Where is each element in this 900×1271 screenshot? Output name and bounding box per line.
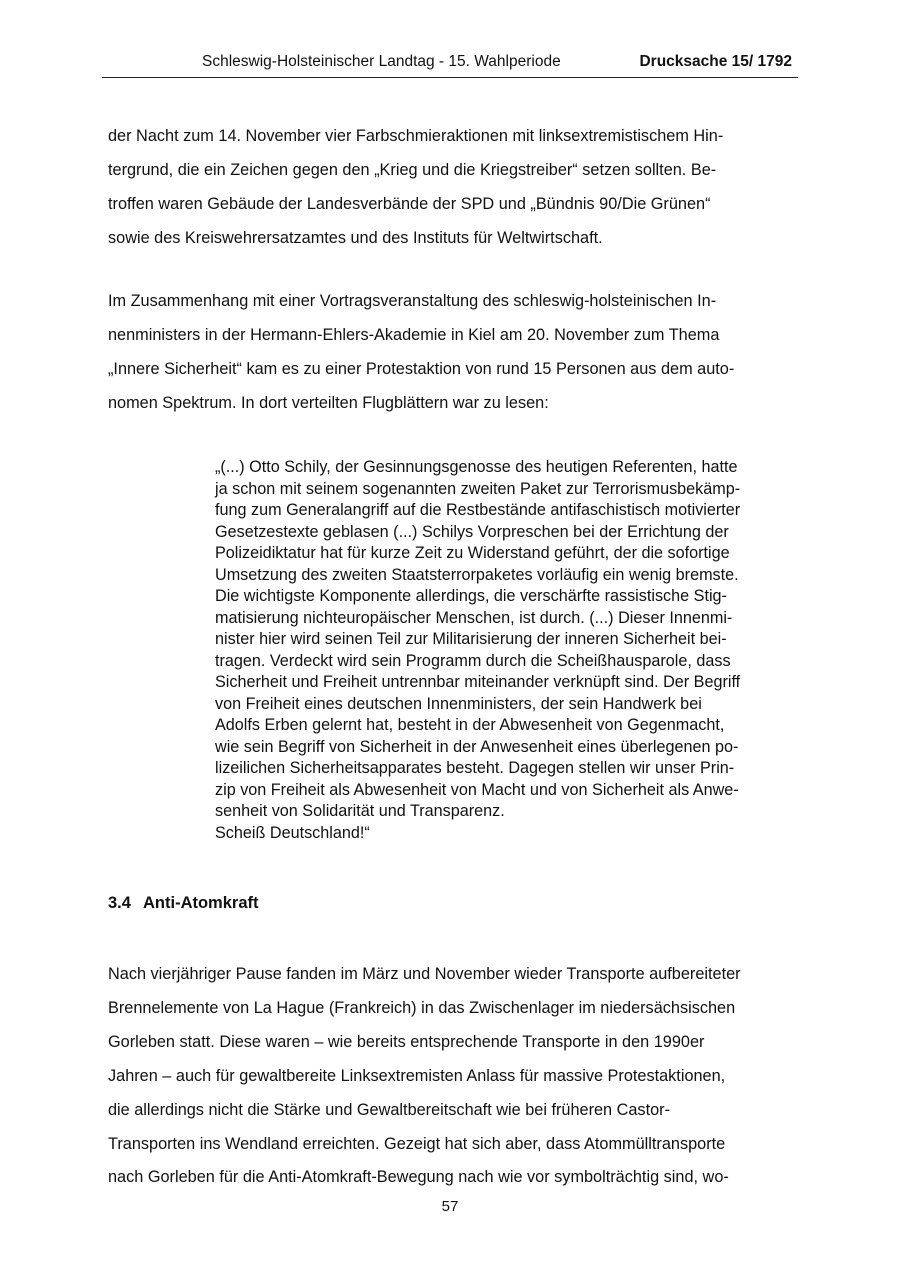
section-heading xyxy=(108,894,259,913)
page-number: 57 xyxy=(441,1198,459,1215)
header-title: Schleswig-Holsteinischer Landtag - 15. Wahlperiode xyxy=(202,53,561,70)
flyer-quote: „(...) Otto Schily, der Gesinnungsgenosse des heutigen Referenten, hatte ja schon mit seinem sogenannten zweiten Paket zur Terrorismusbekämp- fung zum Generalangriff auf die Restbestände antifaschistisch motivierter Gesetzestexte geblasen (...) Schilys Vorpreschen bei der Errichtung der Polizeidiktatur hat für kurze Zeit zu Widerstand geführt, der die sofortige Umsetzung des zweiten Staatsterrorpaketes vorläufig ein wenig bremste. Die wichtigste Komponente allerdings, die verschärfte rassistische Stig- matisierung nichteuropäischer Menschen, ist durch. (...) Dieser Innenmi- nister hier wird seinen Teil zur Militarisierung der inneren Sicherheit bei- tragen. Verdeckt wird sein Programm durch die Scheißhausparole, dass Sicherheit und Freiheit untrennbar miteinander verknüpft sind. Der Begriff von Freiheit eines deutschen Innenministers, der sein Handwerk bei Adolfs Erben gelernt hat, besteht in der Abwesenheit von Gegenmacht, wie sein Begriff von Sicherheit in der Anwesenheit eines überlegenen po- lizeilichen Sicherheitsapparates besteht. Dagegen stellen wir unser Prin- zip von Freiheit als Abwesenheit von Macht und von Sicherheit als Anwe- senheit von Solidarität und Transparenz. Scheiß Deutschland!“ xyxy=(215,458,741,842)
paragraph-farbschmieraktionen: der Nacht zum 14. November vier Farbschmieraktionen mit linksextremistischem Hin- tergrund, die ein Zeichen gegen den „Krieg und die Kriegstreiber“ setzen sollten. Be- troffen waren Gebäude der Landesverbände der SPD und „Bündnis 90/Die Grünen“ sowie des Kreiswehrersatzamtes und des Instituts für Weltwirtschaft. xyxy=(108,127,724,247)
paragraph-protestaktion: Im Zusammenhang mit einer Vortragsveranstaltung des schleswig-holsteinischen In- nenministers in der Hermann-Ehlers-Akademie in Kiel am 20. November zum Thema „Innere Sicherheit“ kam es zu einer Protestaktion von rund 15 Personen aus dem auto- nomen Spektrum. In dort verteilten Flugblättern war zu lesen: xyxy=(108,292,735,412)
section-title: Anti-Atomkraft xyxy=(143,894,259,912)
paragraph-anti-atomkraft: Nach vierjähriger Pause fanden im März und November wieder Transporte aufbereiteter Brennelemente von La Hague (Frankreich) in das Zwischenlager im niedersächsischen Gorleben statt. Diese waren – wie bereits entsprechende Transporte in den 1990er Jahren – auch für gewaltbereite Linksextremisten Anlass für massive Protestaktionen, die allerdings nicht die Stärke und Gewaltbereitschaft wie bei früheren Castor- Transporten ins Wendland erreichten. Gezeigt hat sich aber, dass Atommülltransporte nach Gorleben für die Anti-Atomkraft-Bewegung nach wie vor symbolträchtig sind, wo- xyxy=(108,965,741,1187)
section-number: 3.4 xyxy=(108,894,131,912)
document-number: Drucksache 15/ 1792 xyxy=(639,53,792,70)
page-header xyxy=(102,50,798,78)
